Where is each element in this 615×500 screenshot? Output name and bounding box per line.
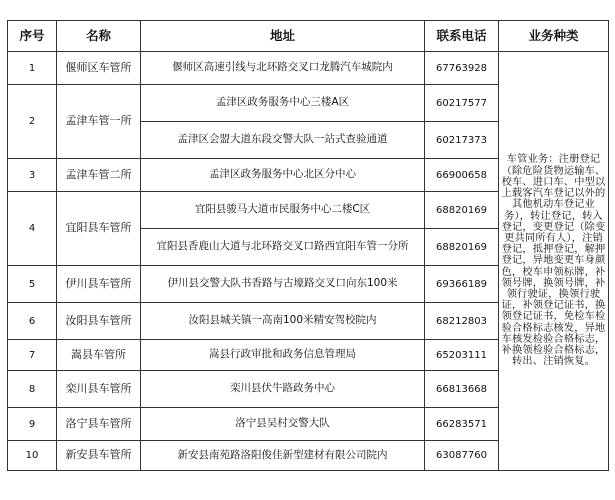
office-phone: 68820169 [425,229,499,266]
office-address: 汝阳县城关镇一高南100米精安驾校院内 [141,303,425,340]
office-address: 宜阳县骏马大道市民服务中心二楼C区 [141,192,425,229]
header-address: 地址 [141,21,425,52]
office-phone: 66283571 [425,408,499,441]
office-name: 嵩县车管所 [57,340,141,371]
header-no: 序号 [8,21,57,52]
office-name: 栾川县车管所 [57,371,141,408]
office-name: 洛宁县车管所 [57,408,141,441]
office-phone: 60217577 [425,85,499,122]
office-address: 新安县南苑路洛阳俊佳新型建材有限公司院内 [141,441,425,471]
office-phone: 67763928 [425,52,499,85]
office-name: 偃师区车管所 [57,52,141,85]
office-name: 汝阳县车管所 [57,303,141,340]
row-number: 8 [8,371,57,408]
row-number: 9 [8,408,57,441]
office-name: 孟津车管一所 [57,85,141,159]
office-address: 宜阳县香鹿山大道与北环路交叉口路西宜阳车管一分所 [141,229,425,266]
office-phone: 69366189 [425,266,499,303]
office-address: 伊川县交警大队书香路与古壕路交叉口向东100米 [141,266,425,303]
header-name: 名称 [57,21,141,52]
office-phone: 60217373 [425,122,499,159]
table-row [8,52,609,85]
office-name: 伊川县车管所 [57,266,141,303]
office-phone: 65203111 [425,340,499,371]
office-address: 嵩县行政审批和政务信息管理局 [141,340,425,371]
office-name: 宜阳县车管所 [57,192,141,266]
office-address: 洛宁县吴村交警大队 [141,408,425,441]
vehicle-office-table [7,20,609,471]
row-number: 3 [8,159,57,192]
row-number: 1 [8,52,57,85]
office-phone: 63087760 [425,441,499,471]
header-business: 业务种类 [499,21,609,52]
row-number: 2 [8,85,57,159]
row-number: 7 [8,340,57,371]
header-row [8,21,609,52]
office-name: 新安县车管所 [57,441,141,471]
office-phone: 66900658 [425,159,499,192]
office-address: 孟津区政务服务中心三楼A区 [141,85,425,122]
office-address: 孟津区政务服务中心北区分中心 [141,159,425,192]
office-phone: 68820169 [425,192,499,229]
office-name: 孟津车管二所 [57,159,141,192]
business-scope: 车管业务：注册登记（除危险货物运输车、校车、进口车、中型以上载客汽车登记以外的其他机动车登记业务），转让登记，转入登记，变更登记（除变更共同所有人），注销登记，抵押登记，解押登记，异地变更车身颜色，校车申领标牌，补领号牌，换领号牌，补领行驶证，换领行驶证，补领登记证书，换领登记证书，免检车检验合格标志核发，异地车核发检验合格标志，补换领检验合格标志，转出、注销恢复。 [499,52,609,471]
header-phone: 联系电话 [425,21,499,52]
office-address: 栾川县伏牛路政务中心 [141,371,425,408]
office-address: 偃师区高速引线与北环路交叉口龙腾汽车城院内 [141,52,425,85]
office-phone: 68212803 [425,303,499,340]
office-phone: 66813668 [425,371,499,408]
row-number: 5 [8,266,57,303]
office-address: 孟津区会盟大道东段交警大队一站式查验通道 [141,122,425,159]
row-number: 10 [8,441,57,471]
row-number: 6 [8,303,57,340]
row-number: 4 [8,192,57,266]
